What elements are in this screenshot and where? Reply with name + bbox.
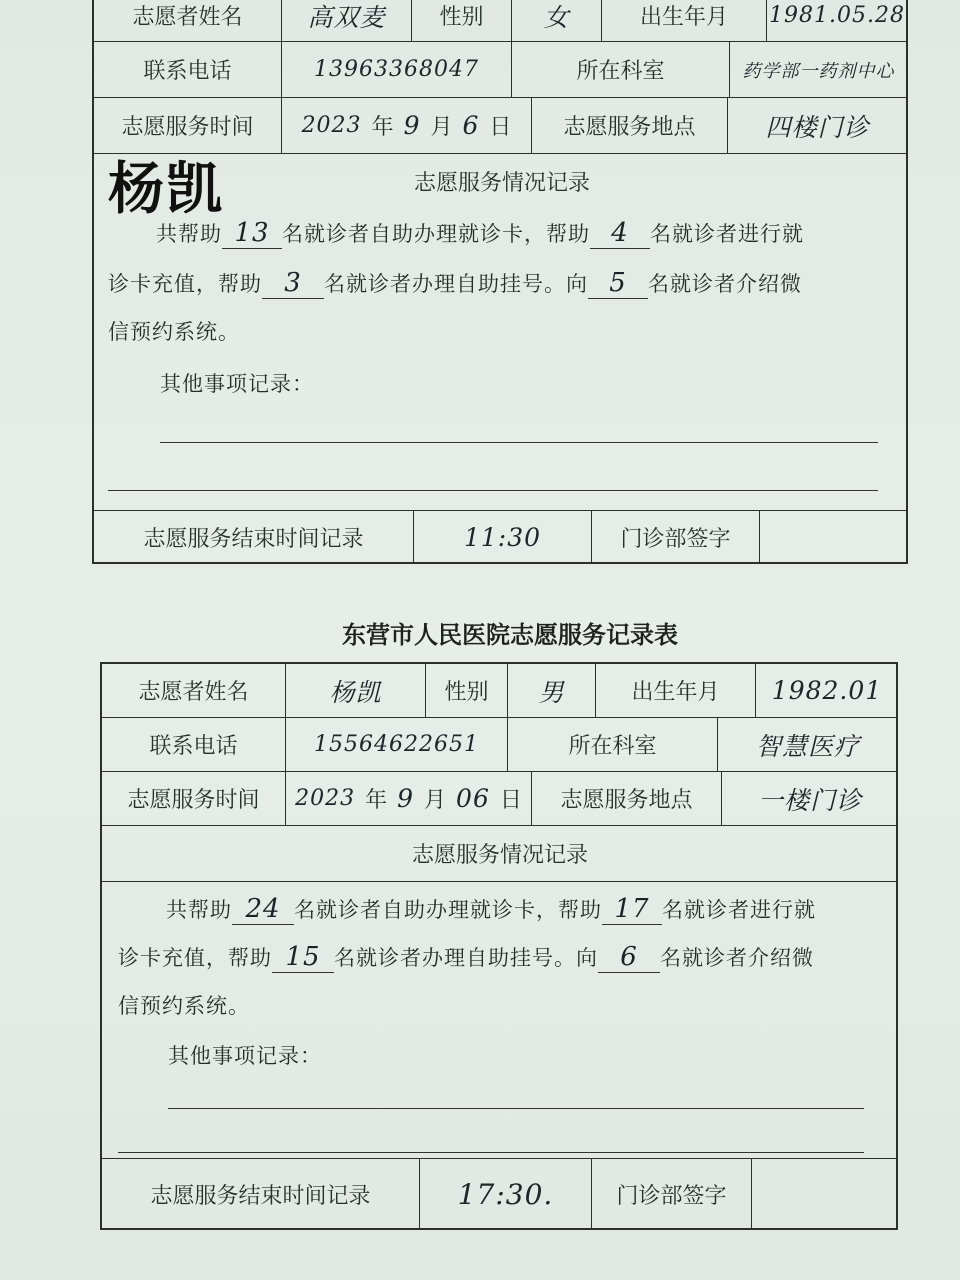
value-department[interactable]: 药学部一药剂中心 xyxy=(742,60,895,82)
value-service-date[interactable] xyxy=(286,772,532,825)
count-recharge-field[interactable]: 17 xyxy=(602,894,662,925)
count-card-field[interactable]: 24 xyxy=(232,894,294,925)
sentence-line-3: 信预约系统。 xyxy=(108,320,240,344)
label-end-time: 志愿服务结束时间记录 xyxy=(94,511,414,564)
row-name xyxy=(102,664,896,718)
other-items-line-1 xyxy=(168,1108,864,1109)
sentence-line-1 xyxy=(166,894,816,925)
month-char: 月 xyxy=(424,788,447,813)
value-gender[interactable]: 男 xyxy=(508,664,596,717)
sentence-line-3: 信预约系统。 xyxy=(118,994,250,1018)
text-p5: 名就诊者办理自助挂号。向 xyxy=(334,946,598,970)
text-p4: 诊卡充值，帮助 xyxy=(118,946,272,970)
other-items-label: 其他事项记录： xyxy=(168,1044,322,1068)
value-volunteer-name[interactable]: 杨凯 xyxy=(286,664,426,717)
date-month: 9 xyxy=(403,111,421,140)
row-phone xyxy=(94,42,906,98)
label-service-time: 志愿服务时间 xyxy=(94,98,282,153)
record-body xyxy=(94,208,906,508)
label-volunteer-name: 志愿者姓名 xyxy=(102,664,286,717)
record-form-2 xyxy=(100,662,898,1230)
value-birth[interactable]: 1982.01 xyxy=(771,676,883,705)
label-department: 所在科室 xyxy=(512,42,730,97)
count-card-field[interactable]: 13 xyxy=(222,218,282,249)
overlay-name-label: 杨凯 xyxy=(108,157,224,222)
label-service-time: 志愿服务时间 xyxy=(102,772,286,825)
label-service-place: 志愿服务地点 xyxy=(532,772,722,825)
label-department: 所在科室 xyxy=(508,718,718,771)
other-items-line-2 xyxy=(118,1152,864,1153)
label-gender: 性别 xyxy=(412,0,512,41)
text-p4: 诊卡充值，帮助 xyxy=(108,272,262,296)
sentence-line-2 xyxy=(108,268,802,299)
month-char: 月 xyxy=(430,115,453,140)
row-record-heading xyxy=(102,826,896,882)
value-department[interactable]: 智慧医疗 xyxy=(755,731,860,761)
value-service-place[interactable]: 一楼门诊 xyxy=(757,785,862,815)
text-p5: 名就诊者办理自助挂号。向 xyxy=(324,272,588,296)
row-end-time xyxy=(94,510,906,564)
value-gender[interactable]: 女 xyxy=(512,0,602,41)
row-phone xyxy=(102,718,896,772)
label-signature: 门诊部签字 xyxy=(592,511,760,564)
record-heading: 志愿服务情况记录 xyxy=(411,843,588,868)
year-char: 年 xyxy=(365,788,388,813)
value-service-place[interactable]: 四楼门诊 xyxy=(765,112,870,142)
date-day: 6 xyxy=(462,111,480,140)
form-title: 东营市人民医院志愿服务记录表 xyxy=(342,620,678,649)
other-items-label: 其他事项记录： xyxy=(160,372,314,396)
text-p2: 名就诊者自助办理就诊卡，帮助 xyxy=(294,898,602,922)
date-year: 2023 xyxy=(295,786,356,811)
count-wechat-field[interactable]: 6 xyxy=(598,942,660,973)
text-p6: 名就诊者介绍微 xyxy=(660,946,814,970)
label-birth: 出生年月 xyxy=(596,664,756,717)
date-month: 9 xyxy=(397,784,415,813)
label-signature: 门诊部签字 xyxy=(592,1159,752,1230)
label-volunteer-name: 志愿者姓名 xyxy=(94,0,282,41)
sentence-line-1 xyxy=(156,218,804,249)
sentence-line-2 xyxy=(118,942,814,973)
value-end-time[interactable]: 11:30 xyxy=(414,511,592,564)
count-register-field[interactable]: 3 xyxy=(262,268,324,299)
text-p2: 名就诊者自助办理就诊卡，帮助 xyxy=(282,222,590,246)
label-birth: 出生年月 xyxy=(602,0,767,41)
label-gender: 性别 xyxy=(426,664,508,717)
count-wechat-field[interactable]: 5 xyxy=(588,268,648,299)
date-day: 06 xyxy=(456,784,490,813)
label-phone: 联系电话 xyxy=(94,42,282,97)
text-p3: 名就诊者进行就 xyxy=(650,222,804,246)
other-items-line-1 xyxy=(160,442,878,443)
text-p6: 名就诊者介绍微 xyxy=(648,272,802,296)
value-end-time[interactable]: 17:30. xyxy=(420,1159,592,1230)
day-char: 日 xyxy=(499,788,522,813)
count-register-field[interactable]: 15 xyxy=(272,942,334,973)
record-form-1 xyxy=(92,0,908,564)
value-phone[interactable]: 13963368047 xyxy=(282,42,512,97)
row-service-time xyxy=(102,772,896,826)
row-name xyxy=(94,0,906,42)
label-end-time: 志愿服务结束时间记录 xyxy=(102,1159,420,1230)
label-service-place: 志愿服务地点 xyxy=(532,98,728,153)
record-heading: 志愿服务情况记录 xyxy=(413,170,590,196)
text-p3: 名就诊者进行就 xyxy=(662,898,816,922)
text-p1: 共帮助 xyxy=(156,222,222,246)
row-end-time xyxy=(102,1158,896,1230)
text-p1: 共帮助 xyxy=(166,898,232,922)
value-birth[interactable]: 1981.05.28 xyxy=(769,3,905,28)
value-volunteer-name[interactable]: 高双麦 xyxy=(282,0,412,41)
day-char: 日 xyxy=(489,115,512,140)
other-items-line-2 xyxy=(108,490,878,491)
year-char: 年 xyxy=(371,115,394,140)
date-year: 2023 xyxy=(301,113,362,138)
value-service-date[interactable] xyxy=(282,98,532,153)
value-phone[interactable]: 15564622651 xyxy=(286,718,508,771)
count-recharge-field[interactable]: 4 xyxy=(590,218,650,249)
label-phone: 联系电话 xyxy=(102,718,286,771)
signature-field[interactable] xyxy=(760,511,908,564)
record-body xyxy=(102,882,896,1156)
signature-field[interactable] xyxy=(752,1159,898,1230)
